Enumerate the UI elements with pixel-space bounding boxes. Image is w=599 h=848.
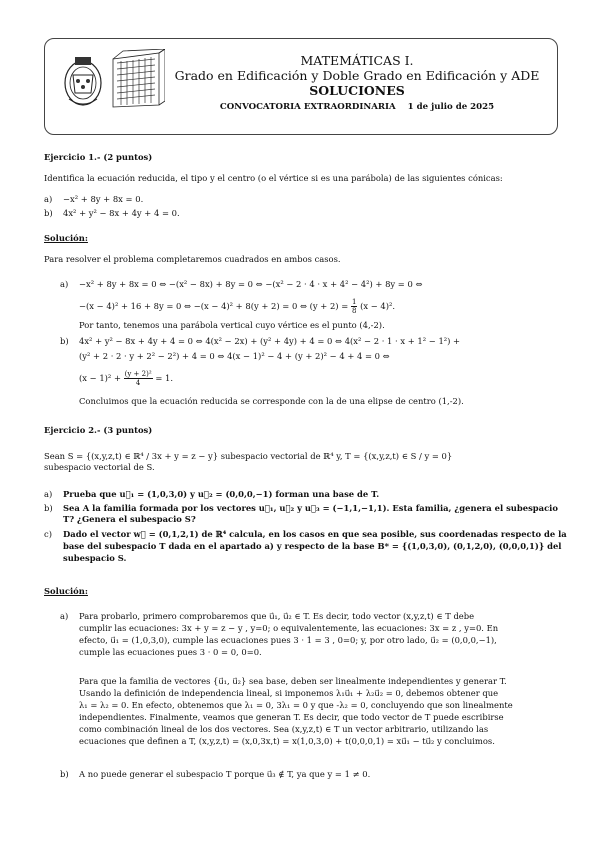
ex1-sol-a-line2-pre: −(x − 4)² + 16 + 8y = 0 ⇔ −(x − 4)² + 8(y + 2) = 0 ⇔ (y + 2) = bbox=[79, 301, 349, 311]
ex1-solution-intro: Para resolver el problema completaremos cuadrados en ambos casos. bbox=[44, 254, 341, 264]
ex1-sol-b-label: b) bbox=[60, 336, 69, 346]
ex2-sol-a-p2-l2: Usando la definición de independencia lineal, si imponemos λ₁u⃗₁ + λ₂u⃗₂ = 0, debemos obtener que bbox=[79, 688, 499, 698]
exam-session: CONVOCATORIA EXTRAORDINARIA 1 de julio de 2025 bbox=[219, 102, 495, 112]
ex2-b-label: b) bbox=[44, 503, 53, 513]
ex1-sol-b-line3 bbox=[79, 370, 173, 387]
ex2-solution-title: Solución: bbox=[44, 586, 88, 596]
course-title: MATEMÁTICAS I. bbox=[300, 53, 414, 68]
ex2-sol-a-p1-l2: cumplir las ecuaciones: 3x + y = z − y , y=0; o equivalentemente, las ecuaciones: 3x = z , y=0. En bbox=[79, 623, 499, 633]
ex2-c-text-line1: Dado el vector w⃗ = (0,1,2,1) de ℝ⁴ calcula, en los casos en que sea posible, sus coordenadas respecto de la bbox=[63, 529, 567, 539]
ex2-sol-a-p1-l1: Para probarlo, primero comprobaremos que u⃗₁, u⃗₂ ∈ T. Es decir, todo vector (x,y,z,t) ∈ T debe bbox=[79, 611, 475, 621]
ex1-b-label: b) bbox=[44, 208, 53, 218]
ex1-b-equation: 4x² + y² − 8x + 4y + 4 = 0. bbox=[63, 208, 180, 218]
ex2-sol-a-label: a) bbox=[60, 611, 69, 621]
ex1-sol-b-line1: 4x² + y² − 8x + 4y + 4 = 0 ⇔ 4(x² − 2x) + (y² + 4y) + 4 = 0 ⇔ 4(x² − 2 · 1 · x + 1² − 1²) + bbox=[79, 336, 461, 346]
fraction-y-over-4 bbox=[124, 370, 153, 387]
ex1-sol-b-line3-pre: (x − 1)² + bbox=[79, 373, 121, 383]
fraction-denominator: 8 bbox=[351, 307, 357, 315]
ex1-a-equation: −x² + 8y + 8x = 0. bbox=[63, 194, 144, 204]
ex1-sol-a-label: a) bbox=[60, 279, 69, 289]
ex1-sol-a-line2 bbox=[79, 298, 395, 315]
ex2-sol-a-p2-l3: λ₁ = λ₂ = 0. En efecto, obtenemos que λ₁ = 0, 3λ₁ = 0 y que -λ₂ = 0, concluyendo que son linealmente bbox=[79, 700, 513, 710]
ex2-a-text: Prueba que u⃗₁ = (1,0,3,0) y u⃗₂ = (0,0,0,−1) forman una base de T. bbox=[63, 489, 380, 499]
exercise-2-title: Ejercicio 2.- (3 puntos) bbox=[44, 425, 153, 435]
ex2-b-text-line2: T? ¿Genera el subespacio S? bbox=[63, 514, 196, 524]
fraction-numerator: (y + 2)² bbox=[124, 370, 152, 378]
ex2-c-label: c) bbox=[44, 529, 52, 539]
university-crest-logo bbox=[61, 53, 105, 109]
ex2-c-text-line2: base del subespacio T dada en el apartado a) y respecto de la base B* = {(1,0,3,0), (0,1,2,0), (0,0,0,1)} del bbox=[63, 541, 562, 551]
ex2-sol-a-p2-l6: ecuaciones que definen a T, (x,y,z,t) = (x,0,3x,t) = x(1,0,3,0) + t(0,0,0,1) = xu⃗₁ − tu⃗₂ y concluimos. bbox=[79, 736, 495, 746]
fraction-numerator: 1 bbox=[351, 298, 357, 306]
ex1-sol-a-line2-post: (x − 4)². bbox=[360, 301, 396, 311]
header-text bbox=[165, 53, 549, 113]
ex1-sol-b-conclusion: Concluimos que la ecuación reducida se corresponde con la de una elipse de centro (1,-2). bbox=[79, 396, 464, 406]
ex1-sol-b-line2: (y² + 2 · 2 · y + 2² − 2²) + 4 = 0 ⇔ 4(x − 1)² − 4 + (y + 2)² − 4 + 4 = 0 ⇔ bbox=[79, 351, 390, 361]
exercise-2-statement-line2: subespacio vectorial de S. bbox=[44, 462, 155, 472]
exercise-1-statement: Identifica la ecuación reducida, el tipo y el centro (o el vértice si es una parábola) de las siguientes cónicas: bbox=[44, 173, 503, 183]
solutions-label: SOLUCIONES bbox=[309, 83, 405, 98]
ex2-sol-a-p2-l4: independientes. Finalmente, veamos que generan T. Es decir, que todo vector de T puede escribirse bbox=[79, 712, 504, 722]
exercise-1-title: Ejercicio 1.- (2 puntos) bbox=[44, 152, 153, 162]
school-building-logo bbox=[107, 49, 165, 111]
ex1-sol-b-line3-post: = 1. bbox=[155, 373, 173, 383]
ex1-sol-a-line1: −x² + 8y + 8x = 0 ⇔ −(x² − 8x) + 8y = 0 ⇔ −(x² − 2 · 4 · x + 4² − 4²) + 8y = 0 ⇔ bbox=[79, 279, 423, 289]
ex2-c-text-line3: subespacio S. bbox=[63, 553, 127, 563]
ex2-sol-b-label: b) bbox=[60, 769, 69, 779]
fraction-one-eighth bbox=[351, 298, 357, 315]
ex1-a-label: a) bbox=[44, 194, 53, 204]
ex1-solution-title: Solución: bbox=[44, 233, 88, 243]
exercise-2-statement-line1: Sean S = {(x,y,z,t) ∈ ℝ⁴ / 3x + y = z − y} subespacio vectorial de ℝ⁴ y, T = {(x,y,z,t) ∈ S / y = 0} bbox=[44, 451, 453, 461]
ex1-sol-a-conclusion: Por tanto, tenemos una parábola vertical cuyo vértice es el punto (4,-2). bbox=[79, 320, 385, 330]
fraction-denominator: 4 bbox=[135, 379, 141, 387]
ex2-sol-a-p2-l5: como combinación lineal de los dos vectores. Sea (x,y,z,t) ∈ T un vector arbitrario, utilizando las bbox=[79, 724, 489, 734]
degree-subtitle: Grado en Edificación y Doble Grado en Edificación y ADE bbox=[174, 68, 540, 83]
ex2-a-label: a) bbox=[44, 489, 53, 499]
ex2-sol-a-p2-l1: Para que la familia de vectores {u⃗₁, u⃗₂} sea base, deben ser linealmente independientes y generar T. bbox=[79, 676, 507, 686]
ex2-b-text-line1: Sea A la familia formada por los vectores u⃗₁, u⃗₂ y u⃗₃ = (−1,1,−1,1). Esta familia, ¿genera el subespacio bbox=[63, 503, 558, 513]
header-box bbox=[44, 38, 558, 135]
ex2-sol-a-p1-l4: cumple las ecuaciones pues 3 · 0 = 0, 0=0. bbox=[79, 647, 262, 657]
ex2-sol-a-p1-l3: efecto, u⃗₁ = (1,0,3,0), cumple las ecuaciones pues 3 · 1 = 3 , 0=0; y, por otro lado, u⃗₂ = (0,0,0,−1), bbox=[79, 635, 497, 645]
ex2-sol-b-text: A no puede generar el subespacio T porque u⃗₃ ∉ T, ya que y = 1 ≠ 0. bbox=[79, 769, 371, 779]
